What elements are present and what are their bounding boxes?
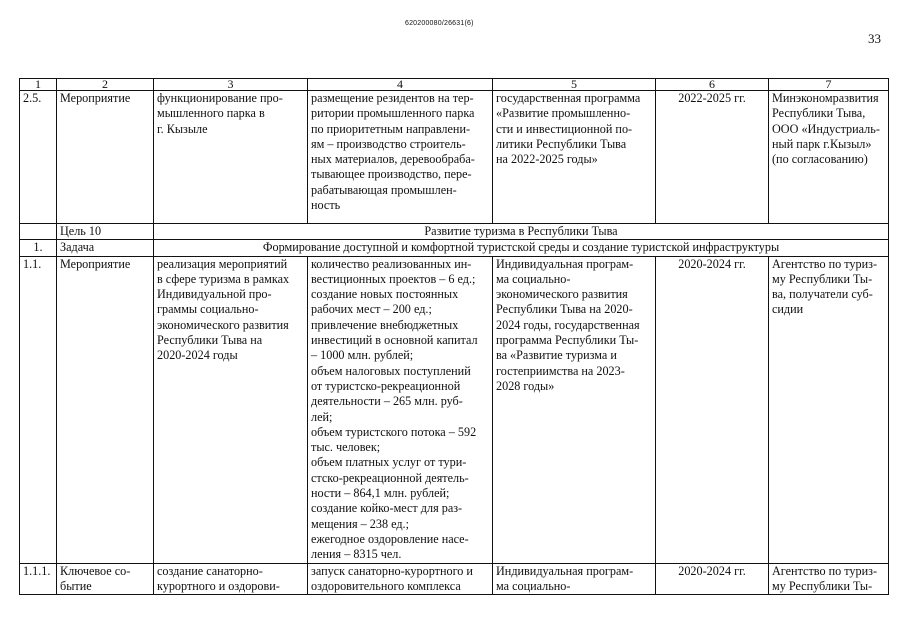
page-number: 33 — [868, 31, 881, 46]
row-executor: Агентство по туриз- му Республики Ты- ва, получатели суб- сидии — [769, 256, 889, 563]
task-row — [20, 240, 889, 256]
goal-number — [20, 224, 57, 240]
task-label: Задача — [57, 240, 154, 256]
row-indicators: количество реализованных ин- вестиционных проектов – 6 ед.; создание новых постоянных рабочих мест – 200 ед.; привлечение внебюджетных инвестиций в основной капитал – 1000 млн. рублей; объем налоговых поступлений от туристско-рекреационной деятельности – 265 млн. руб- лей; объем туристского потока – 592 тыс. человек; объем платных услуг от тури- стско-рекреационной деятель- ности – 864,1 млн. рублей; создание койко-мест для раз- мещения – 238 ед.; ежегодное оздоровление насе- ления – 8315 чел. — [308, 256, 493, 563]
row-indicators: размещение резидентов на тер- ритории промышленного парка по приоритетным направлени- ям – производство строитель- ных материалов, деревообраба- тывающее производство, пере- рабатывающая промышлен- ность — [308, 91, 493, 224]
row-name: создание санаторно- курортного и оздорови- — [154, 563, 308, 595]
row-indicators: запуск санаторно-курортного и оздоровительного комплекса — [308, 563, 493, 595]
col-number-6: 6 — [656, 79, 769, 91]
col-number-4: 4 — [308, 79, 493, 91]
goal-row — [20, 224, 889, 240]
row-program: Индивидуальная програм- ма социально- — [493, 563, 656, 595]
col-number-2: 2 — [57, 79, 154, 91]
table-row — [20, 256, 889, 563]
row-program: Индивидуальная програм- ма социально- экономического развития Республики Тыва на 2020- 2024 годы, государственная программа Республики Ты- ва «Развитие туризма и гостеприимства на 2023- 2028 годы» — [493, 256, 656, 563]
table-row — [20, 563, 889, 595]
row-executor: Минэкономразвития Республики Тыва, ООО «Индустриаль- ный парк г.Кызыл» (по согласованию) — [769, 91, 889, 224]
table-row — [20, 91, 889, 224]
plan-table — [19, 78, 889, 595]
task-title: Формирование доступной и комфортной туристской среды и создание туристской инфраструктуры — [154, 240, 889, 256]
row-type: Мероприятие — [57, 91, 154, 224]
row-number: 1.1. — [20, 256, 57, 563]
document-code: 620200080/26631(6) — [405, 20, 474, 27]
row-program: государственная программа «Развитие промышленно- сти и инвестиционной по- литики Республики Тыва на 2022-2025 годы» — [493, 91, 656, 224]
goal-title: Развитие туризма в Республики Тыва — [154, 224, 889, 240]
col-number-3: 3 — [154, 79, 308, 91]
row-type: Мероприятие — [57, 256, 154, 563]
column-number-row — [20, 79, 889, 91]
row-period: 2020-2024 гг. — [656, 256, 769, 563]
row-name: реализация мероприятий в сфере туризма в рамках Индивидуальной про- граммы социально- экономического развития Республики Тыва на 2020-2024 годы — [154, 256, 308, 563]
row-number: 2.5. — [20, 91, 57, 224]
row-type: Ключевое со- бытие — [57, 563, 154, 595]
row-period: 2022-2025 гг. — [656, 91, 769, 224]
task-number: 1. — [20, 240, 57, 256]
row-period: 2020-2024 гг. — [656, 563, 769, 595]
row-name: функционирование про- мышленного парка в г. Кызыле — [154, 91, 308, 224]
row-number: 1.1.1. — [20, 563, 57, 595]
goal-label: Цель 10 — [57, 224, 154, 240]
row-executor: Агентство по туриз- му Республики Ты- — [769, 563, 889, 595]
col-number-5: 5 — [493, 79, 656, 91]
col-number-7: 7 — [769, 79, 889, 91]
col-number-1: 1 — [20, 79, 57, 91]
